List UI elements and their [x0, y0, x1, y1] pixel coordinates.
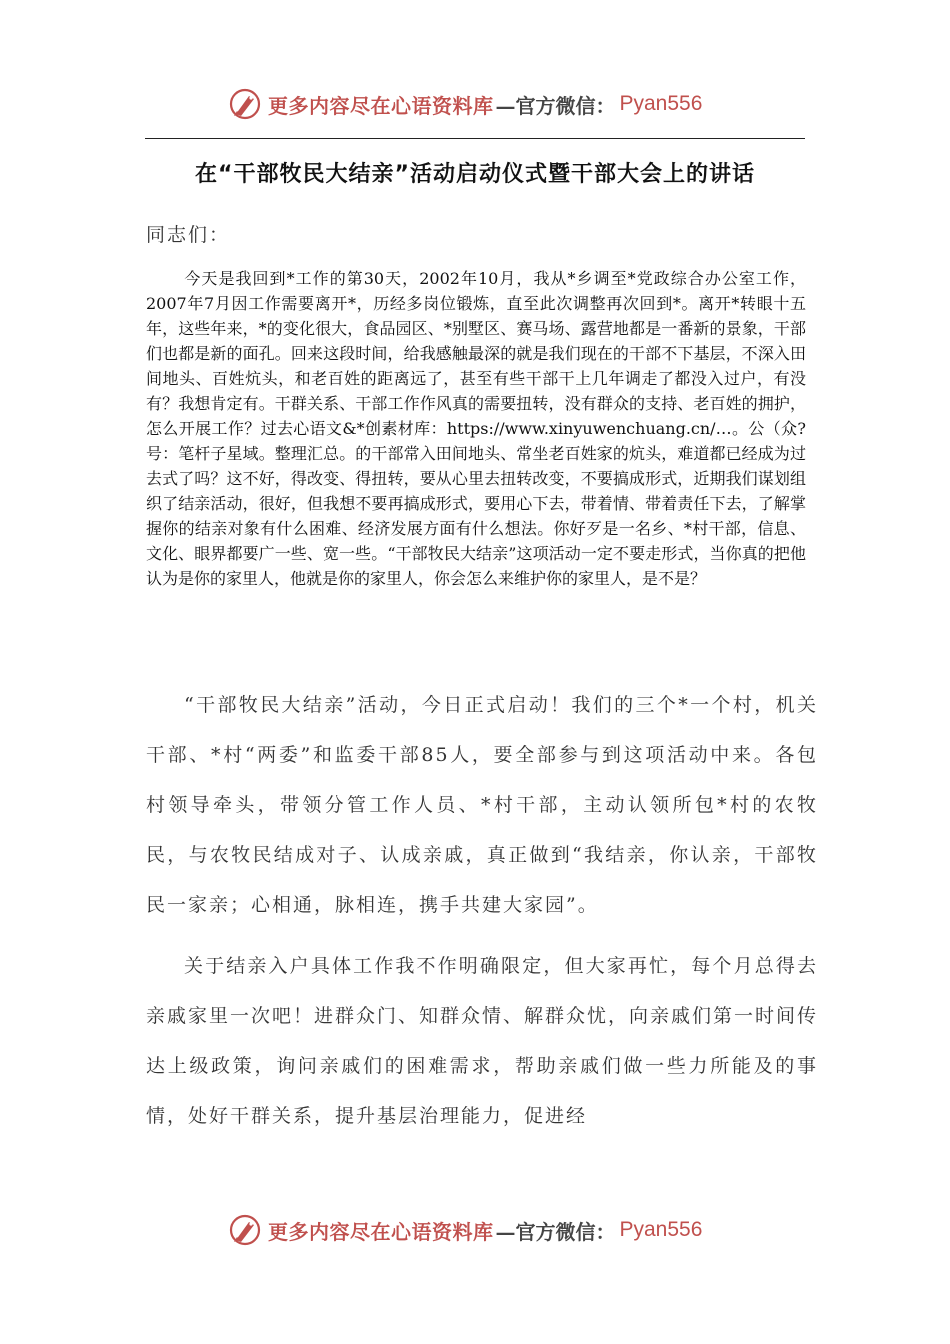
document-title: 在“干部牧民大结亲”活动启动仪式暨干部大会上的讲话	[195, 162, 755, 187]
body-paragraph-1: 今天是我回到*工作的第30天，2002年10月，我从*乡调至*党政综合办公室工作，2007年7月因工作需要离开*，历经多岗位锻炼，直至此次调整再次回到*。离开*转眼十五年，这些年来，*的变化很大，食品园区、*别墅区、赛马场、露营地都是一番新的景象，干部们也都是新的面孔。回来这段时间，给我感触最深的就是我们现在的干部不下基层，不深入田间地头、百姓炕头，和老百姓的距离远了，甚至有些干部干上几年调走了都没入过户，有没有？我想肯定有。干群关系、干部工作作风真的需要扭转，没有群众的支持、老百姓的拥护，怎么开展工作？过去心语文&*创素材库：https://www.xinyuwenchuang.cn/…。公（众?号：笔杆子星域。整理汇总。的干部常入田间地头、常坐老百姓家的炕头，难道都已经成为过去式了吗？这不好，得改变、得扭转，要从心里去扭转改变，不要搞成形式，近期我们谋划组织了结亲活动，很好，但我想不要再搞成形式，要用心下去，带着情、带着责任下去，了解掌握你的结亲对象有什么困难、经济发展方面有什么想法。你好歹是一名乡、*村干部，信息、文化、眼界都要广一些、宽一些。“干部牧民大结亲”这项活动一定不要走形式，当你真的把他认为是你的家里人，他就是你的家里人，你会怎么来维护你的家里人，是不是？	[146, 269, 806, 588]
header-watermark-banner	[228, 84, 702, 124]
banner-main-text: 更多内容尽在心语资料库	[268, 93, 494, 118]
header-divider	[145, 138, 805, 139]
pen-nib-logo-icon	[228, 87, 262, 121]
footer-watermark-banner	[228, 1210, 702, 1250]
salutation: 同志们：	[146, 224, 231, 246]
banner-wechat-id: Pyan556	[619, 1218, 703, 1241]
body-paragraph-2: “干部牧民大结亲”活动，今日正式启动！我们的三个*一个村，机关干部、*村“两委”和监委干部85人，要全部参与到这项活动中来。各包村领导牵头，带领分管工作人员、*村干部，主动认领所包*村的农牧民，与农牧民结成对子、认成亲戚，真正做到“我结亲，你认亲，干部牧民一家亲；心相通，脉相连，携手共建大家园”。	[146, 694, 818, 916]
banner-wechat-label: —官方微信：	[495, 1219, 616, 1244]
banner-wechat-id: Pyan556	[619, 92, 703, 115]
pen-nib-logo-icon	[228, 1213, 262, 1247]
banner-main-text: 更多内容尽在心语资料库	[268, 1219, 494, 1244]
body-paragraph-3: 关于结亲入户具体工作我不作明确限定，但大家再忙，每个月总得去亲戚家里一次吧！进群众门、知群众情、解群众忧，向亲戚们第一时间传达上级政策，询问亲戚们的困难需求，帮助亲戚们做一些力所能及的事情，处好干群关系，提升基层治理能力，促进经	[146, 955, 819, 1127]
banner-wechat-label: —官方微信：	[495, 93, 616, 118]
